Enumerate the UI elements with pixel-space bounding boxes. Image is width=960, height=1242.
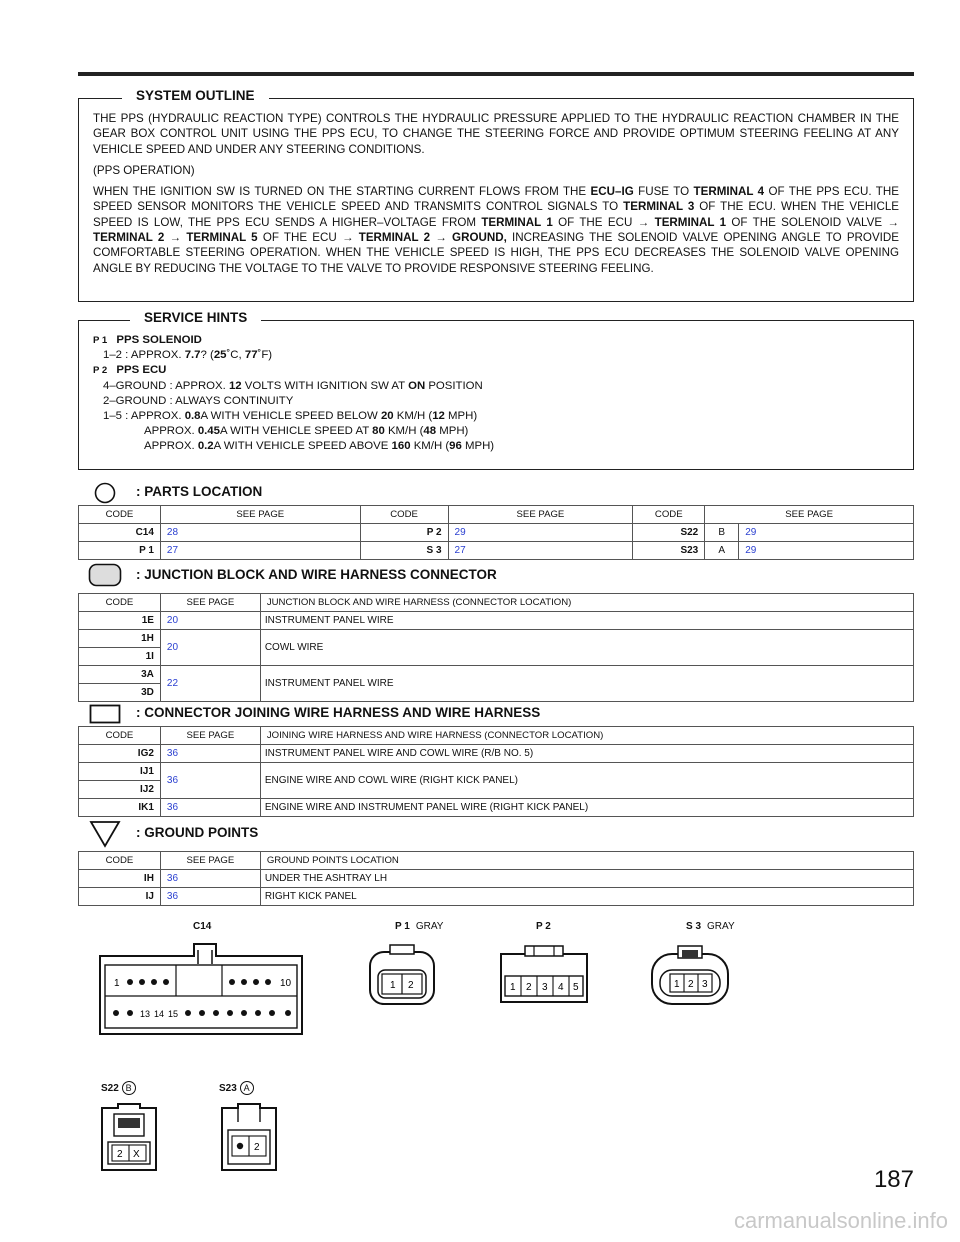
code-cell: IK1 [79, 799, 161, 817]
header-cell: CODE [79, 506, 161, 524]
connector-code: S23 [219, 1083, 237, 1094]
location-cell: COWL WIRE [260, 630, 913, 666]
connector-joining-table [78, 726, 914, 817]
page-link[interactable]: 36 [160, 799, 260, 817]
header-cell: CODE [360, 506, 448, 524]
code-cell: 1E [79, 612, 161, 630]
code-cell: IH [79, 870, 161, 888]
code-cell: 1H [79, 630, 161, 648]
system-outline-para-3: WHEN THE IGNITION SW IS TURNED ON THE STARTING CURRENT FLOWS FROM THE ECU–IG FUSE TO TERMINAL 4 OF THE PPS ECU. THE SPEED SENSOR MONITORS THE VEHICLE SPEED AND TRANSMITS CONTROL SIGNALS TO TERMINAL 3 OF THE ECU. WHEN THE VEHICLE SPEED IS LOW, THE PPS ECU SENDS A HIGHER–VOLTAGE FROM TERMINAL 1 OF THE ECU → TERMINAL 1 OF THE SOLENOID VALVE → TERMINAL 2 → TERMINAL 5 OF THE ECU → TERMINAL 2 → GROUND, INCREASING THE SOLENOID VALVE OPENING ANGLE TO PROVIDE COMFORTABLE STEERING OPERATION. WHEN THE VEHICLE SPEED IS HIGH, THE PPS ECU DECREASES THE SOLENOID VALVE OPENING ANGLE BY REDUCING THE VOLTAGE TO THE VALVE TO PROVIDE RESPONSIVE STEERING FEELING. [93, 185, 900, 275]
page-link[interactable]: 20 [160, 630, 260, 666]
hint-p1-name: PPS SOLENOID [116, 334, 202, 346]
variant-cell: A [705, 542, 739, 560]
connector-code: S 3 [686, 921, 702, 932]
code-cell: C14 [79, 524, 161, 542]
header-cell: SEE PAGE [160, 852, 260, 870]
hint-p2-name: PPS ECU [116, 364, 167, 377]
table-header [79, 852, 914, 870]
header-cell: JUNCTION BLOCK AND WIRE HARNESS (CONNECTOR LOCATION) [260, 594, 913, 612]
parts-location-table [78, 505, 914, 560]
code-cell: P 1 [79, 542, 161, 560]
pin-label: 1 [390, 980, 396, 991]
code-cell: 3D [79, 684, 161, 702]
hint-p2-line-3: 1–5 : APPROX. 0.8A WITH VEHICLE SPEED BELOW 20 KM/H (12 MPH) [103, 410, 478, 423]
page-link[interactable]: 36 [160, 763, 260, 799]
pin-label: 1 [510, 982, 516, 993]
code-cell: IJ [79, 888, 161, 906]
connector-s23-diagram [216, 1100, 282, 1176]
table-header [79, 506, 914, 524]
pin-label: X [133, 1149, 140, 1160]
connector-code: P 1 [395, 921, 410, 932]
connector-label-s22 [101, 1081, 136, 1095]
system-outline-para-1: THE PPS (HYDRAULIC REACTION TYPE) CONTROLS THE HYDRAULIC PRESSURE APPLIED TO THE HYDRAULIC REACTION CHAMBER IN THE GEAR BOX CONTROL UNIT USING THE PPS ECU, TO CHANGE THE STEERING FORCE AND PROVIDE OPTIMUM STEERING FEELING AT ANY VEHICLE SPEED AND UNDER ANY STEERING CONDITIONS. [93, 112, 899, 156]
header-cell: SEE PAGE [448, 506, 633, 524]
hint-p2-line-5: APPROX. 0.2A WITH VEHICLE SPEED ABOVE 160 KM/H (96 MPH) [144, 440, 495, 453]
pin-label: 1 [674, 979, 680, 990]
top-rule [78, 72, 914, 76]
system-outline-title: SYSTEM OUTLINE [122, 88, 269, 103]
connector-label-p2: P 2 [536, 921, 551, 932]
header-cell: JOINING WIRE HARNESS AND WIRE HARNESS (CONNECTOR LOCATION) [260, 727, 913, 745]
variant-badge: B [122, 1081, 136, 1095]
pin-label: 14 [154, 1009, 165, 1019]
pin-label: 4 [558, 982, 564, 993]
table-row [79, 524, 914, 542]
table-header [79, 727, 914, 745]
pin-label: 13 [140, 1009, 151, 1019]
location-cell: ENGINE WIRE AND COWL WIRE (RIGHT KICK PANEL) [260, 763, 913, 799]
connector-code: S22 [101, 1083, 119, 1094]
table-row [79, 763, 914, 781]
header-cell: SEE PAGE [160, 506, 360, 524]
connector-s3-diagram [648, 942, 732, 1008]
header-cell: SEE PAGE [160, 727, 260, 745]
page-link[interactable]: 27 [448, 542, 633, 560]
hint-p2-line-2: 2–GROUND : ALWAYS CONTINUITY [103, 394, 294, 407]
junction-block-heading: : JUNCTION BLOCK AND WIRE HARNESS CONNECTOR [136, 567, 497, 582]
pin-label: 2 [688, 979, 694, 990]
pin-label: 1 [114, 978, 120, 989]
code-cell: P 2 [360, 524, 448, 542]
hint-p1-code: P 1 [93, 335, 108, 346]
service-hints-title: SERVICE HINTS [130, 310, 261, 325]
location-cell: UNDER THE ASHTRAY LH [260, 870, 913, 888]
watermark: carmanualsonline.info [733, 1208, 948, 1233]
connector-p2-diagram [495, 942, 593, 1008]
code-cell: IJ1 [79, 763, 161, 781]
connector-joining-heading: : CONNECTOR JOINING WIRE HARNESS AND WIRE HARNESS [136, 705, 541, 720]
pin-label: 2 [408, 980, 414, 991]
code-cell: 1I [79, 648, 161, 666]
connector-s22-diagram [96, 1100, 162, 1176]
header-cell: GROUND POINTS LOCATION [260, 852, 913, 870]
page-link[interactable]: 28 [160, 524, 360, 542]
table-header [79, 594, 914, 612]
parts-location-heading: : PARTS LOCATION [136, 484, 263, 499]
code-cell: S 3 [360, 542, 448, 560]
pin-label: 5 [573, 982, 579, 993]
table-row [79, 666, 914, 684]
location-cell: ENGINE WIRE AND INSTRUMENT PANEL WIRE (RIGHT KICK PANEL) [260, 799, 913, 817]
page-link[interactable]: 27 [160, 542, 360, 560]
connector-label-s3 [686, 921, 735, 932]
system-outline-text [93, 111, 899, 276]
page-link[interactable]: 20 [160, 612, 260, 630]
hint-p2-header [93, 363, 893, 378]
table-row [79, 870, 914, 888]
connector-label-s23 [219, 1081, 254, 1095]
pin-label: 3 [702, 979, 708, 990]
page-link[interactable]: 36 [160, 745, 260, 763]
page-link[interactable]: 29 [448, 524, 633, 542]
ground-points-table [78, 851, 914, 906]
header-cell: SEE PAGE [705, 506, 914, 524]
page-link[interactable]: 29 [739, 542, 914, 560]
hint-p2-line-1: 4–GROUND : APPROX. 12 VOLTS WITH IGNITION SW AT ON POSITION [103, 379, 483, 392]
system-outline-para-2: (PPS OPERATION) [93, 163, 195, 177]
location-cell: INSTRUMENT PANEL WIRE [260, 666, 913, 702]
header-cell: CODE [79, 594, 161, 612]
hint-p2-code: P 2 [93, 365, 108, 377]
hint-p1-header [93, 333, 893, 348]
connector-color: GRAY [707, 921, 735, 932]
page-link[interactable]: 29 [739, 524, 914, 542]
page-link[interactable]: 22 [160, 666, 260, 702]
table-row [79, 630, 914, 648]
location-cell: INSTRUMENT PANEL WIRE AND COWL WIRE (R/B NO. 5) [260, 745, 913, 763]
hint-p2-line-4: APPROX. 0.45A WITH VEHICLE SPEED AT 80 KM/H (48 MPH) [144, 425, 469, 438]
header-cell: CODE [79, 727, 161, 745]
rounded-rect-icon [88, 563, 122, 587]
table-row [79, 745, 914, 763]
page-link[interactable]: 36 [160, 888, 260, 906]
header-cell: CODE [633, 506, 705, 524]
code-cell: S23 [633, 542, 705, 560]
code-cell: 3A [79, 666, 161, 684]
pin-label: 15 [168, 1009, 179, 1019]
location-cell: RIGHT KICK PANEL [260, 888, 913, 906]
hint-p1-line: 1–2 : APPROX. 7.7? (25˚C, 77˚F) [103, 349, 273, 362]
connector-c14-diagram [96, 938, 306, 1038]
circle-icon [94, 482, 116, 504]
triangle-down-icon [89, 820, 121, 848]
table-row [79, 888, 914, 906]
connector-color: GRAY [415, 921, 444, 932]
junction-block-table [78, 593, 914, 702]
connector-p1-diagram [366, 942, 438, 1010]
pin-label: 3 [542, 982, 548, 993]
header-cell: CODE [79, 852, 161, 870]
service-hints-text [93, 333, 893, 455]
variant-cell: B [705, 524, 739, 542]
pin-label: 2 [117, 1149, 123, 1160]
pin-label: 2 [254, 1142, 260, 1153]
variant-badge: A [240, 1081, 254, 1095]
connector-label-c14: C14 [193, 921, 212, 932]
page-link[interactable]: 36 [160, 870, 260, 888]
pin-label: 10 [280, 978, 292, 989]
pin-label: 2 [526, 982, 532, 993]
location-cell: INSTRUMENT PANEL WIRE [260, 612, 913, 630]
table-row [79, 799, 914, 817]
square-icon [89, 704, 121, 724]
table-row [79, 542, 914, 560]
connector-label-p1 [395, 921, 443, 932]
page-number: 187 [873, 1166, 914, 1193]
ground-points-heading: : GROUND POINTS [136, 825, 259, 840]
table-row [79, 612, 914, 630]
header-cell: SEE PAGE [160, 594, 260, 612]
code-cell: IJ2 [79, 781, 161, 799]
code-cell: IG2 [79, 745, 161, 763]
code-cell: S22 [633, 524, 705, 542]
